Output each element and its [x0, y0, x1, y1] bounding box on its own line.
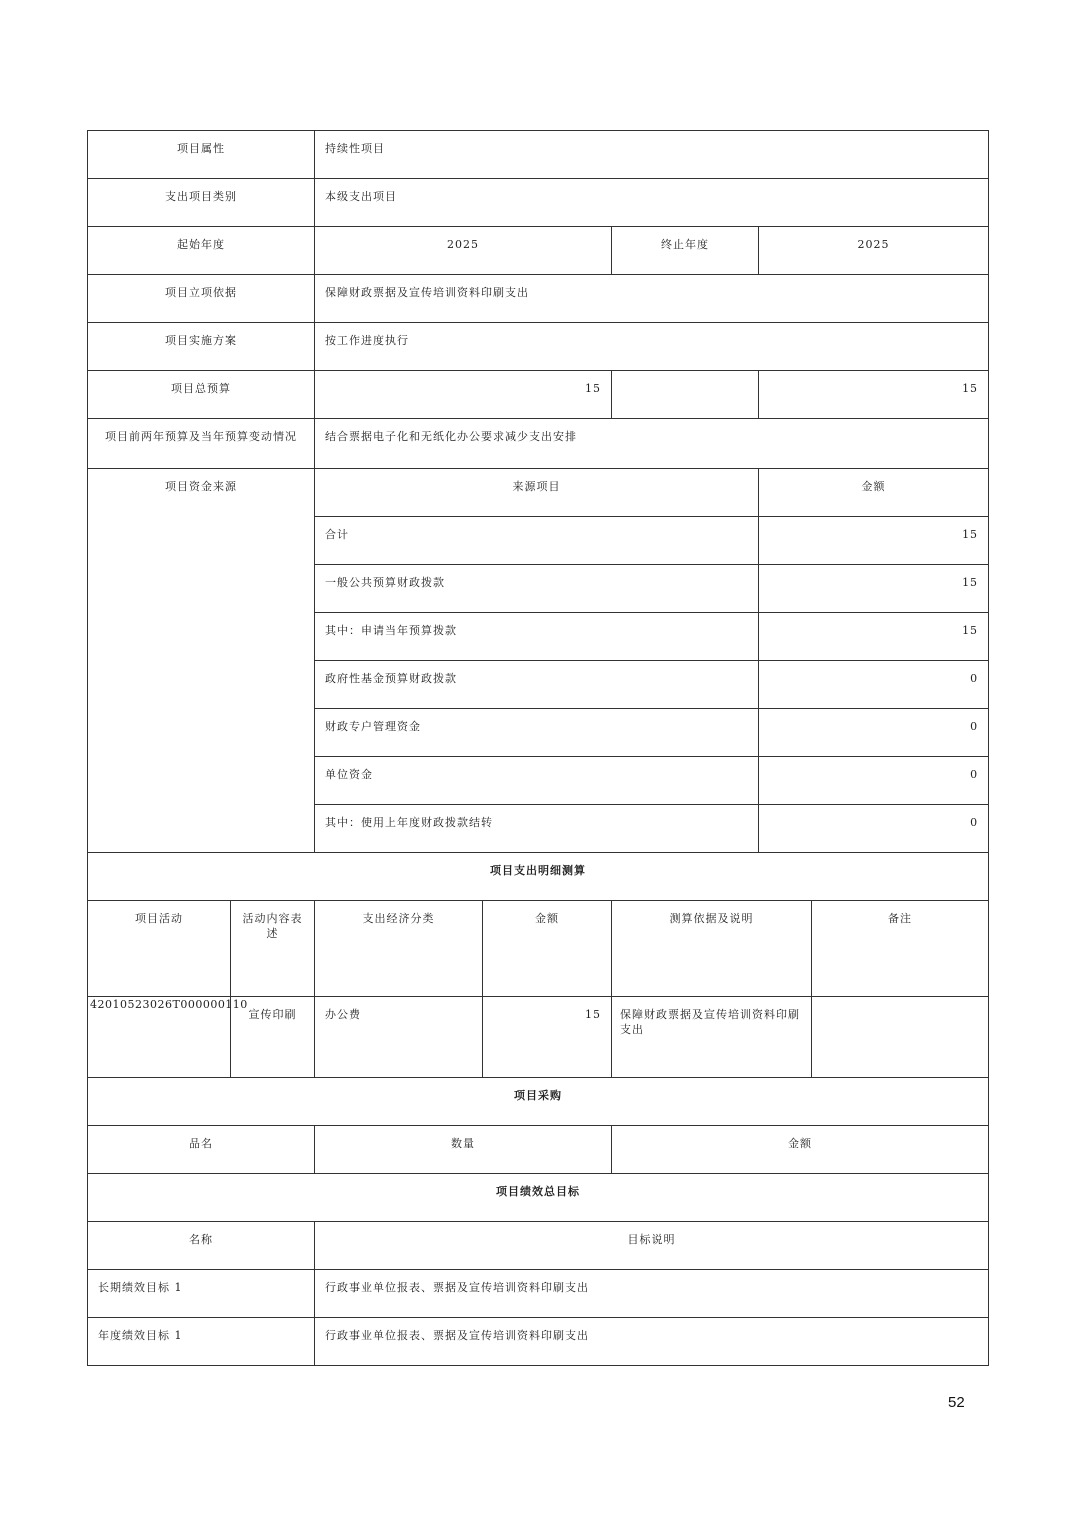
detail-explanation: 保障财政票据及宣传培训资料印刷支出	[612, 997, 812, 1078]
funding-label: 项目资金来源	[88, 469, 315, 853]
table-row	[88, 1174, 989, 1222]
detail-amount: 15	[483, 997, 612, 1078]
detail-title: 项目支出明细测算	[88, 853, 989, 901]
start-year-label: 起始年度	[88, 227, 315, 275]
funding-item-amount: 15	[759, 517, 989, 565]
budget-value-2: 15	[759, 371, 989, 419]
plan-value: 按工作进度执行	[315, 323, 989, 371]
funding-item-amount: 15	[759, 565, 989, 613]
funding-item-name: 财政专户管理资金	[315, 709, 759, 757]
budget-empty	[612, 371, 759, 419]
table-row	[88, 275, 989, 323]
performance-col-desc: 目标说明	[315, 1222, 989, 1270]
category-label: 支出项目类别	[88, 179, 315, 227]
change-label: 项目前两年预算及当年预算变动情况	[88, 419, 315, 469]
performance-item-name: 长期绩效目标 1	[88, 1270, 315, 1318]
table-row	[88, 179, 989, 227]
performance-item-desc: 行政事业单位报表、票据及宣传培训资料印刷支出	[315, 1270, 989, 1318]
performance-item-name: 年度绩效目标 1	[88, 1318, 315, 1366]
end-year-label: 终止年度	[612, 227, 759, 275]
procurement-title: 项目采购	[88, 1078, 989, 1126]
budget-label: 项目总预算	[88, 371, 315, 419]
attr-label: 项目属性	[88, 131, 315, 179]
funding-item-amount: 0	[759, 757, 989, 805]
detail-header: 活动内容表述	[231, 901, 315, 997]
detail-content: 宣传印刷	[231, 997, 315, 1078]
budget-value-1: 15	[315, 371, 612, 419]
table-row	[88, 1078, 989, 1126]
table-row	[88, 227, 989, 275]
table-row	[88, 131, 989, 179]
detail-econ: 办公费	[315, 997, 483, 1078]
basis-label: 项目立项依据	[88, 275, 315, 323]
change-value: 结合票据电子化和无纸化办公要求减少支出安排	[315, 419, 989, 469]
attr-value: 持续性项目	[315, 131, 989, 179]
table-row	[88, 997, 989, 1078]
procurement-header: 数量	[315, 1126, 612, 1174]
funding-item-name: 其中：使用上年度财政拨款结转	[315, 805, 759, 853]
funding-item-amount: 0	[759, 805, 989, 853]
funding-item-amount: 15	[759, 613, 989, 661]
funding-item-name: 政府性基金预算财政拨款	[315, 661, 759, 709]
table-row	[88, 1270, 989, 1318]
detail-header: 项目活动	[88, 901, 231, 997]
project-form-table	[87, 130, 989, 1366]
detail-header: 备注	[812, 901, 989, 997]
end-year-value: 2025	[759, 227, 989, 275]
table-row	[88, 1126, 989, 1174]
page-number: 52	[948, 1394, 965, 1411]
table-row	[88, 1318, 989, 1366]
table-row	[88, 371, 989, 419]
performance-item-desc: 行政事业单位报表、票据及宣传培训资料印刷支出	[315, 1318, 989, 1366]
detail-remark	[812, 997, 989, 1078]
basis-value: 保障财政票据及宣传培训资料印刷支出	[315, 275, 989, 323]
funding-item-name: 合计	[315, 517, 759, 565]
detail-header: 金额	[483, 901, 612, 997]
funding-col-amount: 金额	[759, 469, 989, 517]
procurement-header: 品名	[88, 1126, 315, 1174]
funding-item-name: 一般公共预算财政拨款	[315, 565, 759, 613]
table-row	[88, 901, 989, 997]
table-row	[88, 1222, 989, 1270]
start-year-value: 2025	[315, 227, 612, 275]
table-row	[88, 469, 989, 517]
detail-code: 42010523026T000000110	[88, 997, 231, 1078]
funding-item-amount: 0	[759, 661, 989, 709]
funding-item-amount: 0	[759, 709, 989, 757]
performance-title: 项目绩效总目标	[88, 1174, 989, 1222]
funding-item-name: 单位资金	[315, 757, 759, 805]
funding-item-name: 其中：申请当年预算拨款	[315, 613, 759, 661]
detail-header: 测算依据及说明	[612, 901, 812, 997]
performance-col-name: 名称	[88, 1222, 315, 1270]
funding-col-source: 来源项目	[315, 469, 759, 517]
plan-label: 项目实施方案	[88, 323, 315, 371]
category-value: 本级支出项目	[315, 179, 989, 227]
procurement-header: 金额	[612, 1126, 989, 1174]
table-row	[88, 323, 989, 371]
detail-header: 支出经济分类	[315, 901, 483, 997]
table-row	[88, 419, 989, 469]
table-row	[88, 853, 989, 901]
